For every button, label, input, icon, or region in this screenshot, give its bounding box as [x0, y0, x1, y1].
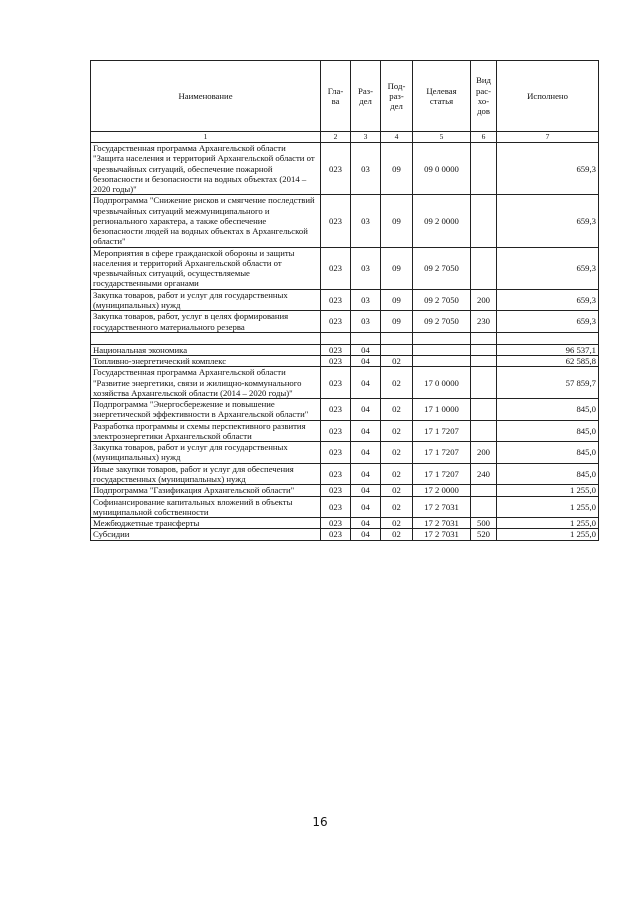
row-statya: 17 2 7031	[413, 518, 471, 529]
row-podrazdel: 02	[381, 463, 413, 485]
row-glava: 023	[321, 529, 351, 540]
row-statya: 17 2 0000	[413, 485, 471, 496]
row-statya: 09 2 7050	[413, 289, 471, 311]
table-row	[91, 332, 599, 344]
row-statya: 17 1 7207	[413, 463, 471, 485]
row-statya	[413, 356, 471, 367]
row-glava: 023	[321, 518, 351, 529]
table-row	[91, 518, 599, 529]
row-podrazdel: 02	[381, 518, 413, 529]
row-glava: 023	[321, 195, 351, 247]
row-podrazdel: 02	[381, 496, 413, 518]
row-ispolneno: 1 255,0	[497, 485, 599, 496]
row-ispolneno: 659,3	[497, 195, 599, 247]
row-glava	[321, 332, 351, 344]
row-name: Подпрограмма "Энергосбережение и повышение энергетической эффективности в Архангельской области"	[91, 399, 321, 421]
table-row	[91, 195, 599, 247]
row-name: Закупка товаров, работ и услуг для государственных (муниципальных) нужд	[91, 289, 321, 311]
row-ispolneno: 659,3	[497, 289, 599, 311]
row-name: Софинансирование капитальных вложений в объекты муниципальной собственности	[91, 496, 321, 518]
row-glava: 023	[321, 442, 351, 464]
row-ispolneno: 845,0	[497, 442, 599, 464]
column-number: 4	[381, 132, 413, 143]
column-number: 3	[351, 132, 381, 143]
row-razdel: 03	[351, 195, 381, 247]
row-statya	[413, 344, 471, 355]
table-row	[91, 311, 599, 333]
row-ispolneno: 659,3	[497, 311, 599, 333]
row-ispolneno: 1 255,0	[497, 496, 599, 518]
row-ispolneno: 57 859,7	[497, 367, 599, 399]
row-vid: 240	[471, 463, 497, 485]
row-glava: 023	[321, 496, 351, 518]
row-podrazdel: 02	[381, 367, 413, 399]
row-podrazdel: 02	[381, 399, 413, 421]
row-statya: 17 2 7031	[413, 496, 471, 518]
row-podrazdel: 09	[381, 247, 413, 289]
header-statya: Целевая статья	[413, 61, 471, 132]
row-razdel: 04	[351, 420, 381, 442]
row-razdel: 04	[351, 399, 381, 421]
row-name: Субсидии	[91, 529, 321, 540]
table-row	[91, 367, 599, 399]
row-razdel: 04	[351, 367, 381, 399]
column-number: 1	[91, 132, 321, 143]
row-glava: 023	[321, 399, 351, 421]
row-razdel: 03	[351, 311, 381, 333]
row-ispolneno: 1 255,0	[497, 529, 599, 540]
row-statya: 17 1 0000	[413, 399, 471, 421]
row-vid	[471, 332, 497, 344]
row-name: Иные закупки товаров, работ и услуг для обеспечения государственных (муниципальных) нужд	[91, 463, 321, 485]
header-row	[91, 61, 599, 132]
header-podrazdel: Под- раз- дел	[381, 61, 413, 132]
row-name: Закупка товаров, работ и услуг для государственных (муниципальных) нужд	[91, 442, 321, 464]
table-row	[91, 496, 599, 518]
row-podrazdel: 02	[381, 356, 413, 367]
row-ispolneno: 845,0	[497, 463, 599, 485]
row-glava: 023	[321, 463, 351, 485]
row-ispolneno: 96 537,1	[497, 344, 599, 355]
row-name: Мероприятия в сфере гражданской обороны и защиты населения и территорий Архангельской области от чрезвычайных ситуаций, осуществляемые государственными органами	[91, 247, 321, 289]
row-podrazdel: 02	[381, 529, 413, 540]
row-vid	[471, 367, 497, 399]
row-name: Государственная программа Архангельской области "Развитие энергетики, связи и жилищно-коммунального хозяйства Архангельской области (2014 – 2020 годы)"	[91, 367, 321, 399]
page-number: 16	[312, 815, 328, 829]
table-row	[91, 143, 599, 195]
table-row	[91, 420, 599, 442]
row-name: Разработка программы и схемы перспективного развития электроэнергетики Архангельской области	[91, 420, 321, 442]
row-vid: 200	[471, 442, 497, 464]
column-number: 6	[471, 132, 497, 143]
row-vid	[471, 143, 497, 195]
row-glava: 023	[321, 356, 351, 367]
row-razdel: 04	[351, 442, 381, 464]
table-row	[91, 485, 599, 496]
row-statya: 17 1 7207	[413, 442, 471, 464]
row-razdel: 04	[351, 344, 381, 355]
row-ispolneno: 845,0	[497, 420, 599, 442]
row-vid	[471, 356, 497, 367]
row-statya: 17 1 7207	[413, 420, 471, 442]
header-ispolneno: Исполнено	[497, 61, 599, 132]
row-name: Закупка товаров, работ, услуг в целях формирования государственного материального резерва	[91, 311, 321, 333]
row-vid: 200	[471, 289, 497, 311]
row-vid	[471, 195, 497, 247]
row-ispolneno: 1 255,0	[497, 518, 599, 529]
row-razdel: 04	[351, 518, 381, 529]
row-vid	[471, 496, 497, 518]
row-statya: 09 2 0000	[413, 195, 471, 247]
row-statya: 17 0 0000	[413, 367, 471, 399]
row-razdel: 03	[351, 247, 381, 289]
row-podrazdel: 02	[381, 485, 413, 496]
header-razdel: Раз- дел	[351, 61, 381, 132]
row-vid	[471, 344, 497, 355]
row-razdel: 04	[351, 529, 381, 540]
row-glava: 023	[321, 367, 351, 399]
row-name: Национальная экономика	[91, 344, 321, 355]
column-number: 5	[413, 132, 471, 143]
row-podrazdel	[381, 332, 413, 344]
table-row	[91, 356, 599, 367]
row-razdel: 03	[351, 289, 381, 311]
budget-table	[90, 60, 599, 541]
row-glava: 023	[321, 344, 351, 355]
row-name: Межбюджетные трансферты	[91, 518, 321, 529]
header-name: Наименование	[91, 61, 321, 132]
row-vid	[471, 247, 497, 289]
row-razdel	[351, 332, 381, 344]
row-podrazdel	[381, 344, 413, 355]
row-vid	[471, 420, 497, 442]
row-ispolneno: 659,3	[497, 247, 599, 289]
table-row	[91, 442, 599, 464]
table-row	[91, 399, 599, 421]
row-ispolneno: 845,0	[497, 399, 599, 421]
row-vid: 230	[471, 311, 497, 333]
row-podrazdel: 09	[381, 143, 413, 195]
table-body	[91, 143, 599, 541]
table-row	[91, 247, 599, 289]
column-number: 7	[497, 132, 599, 143]
header-glava: Гла- ва	[321, 61, 351, 132]
row-statya: 09 2 7050	[413, 311, 471, 333]
column-number-row	[91, 132, 599, 143]
column-number: 2	[321, 132, 351, 143]
row-statya: 09 2 7050	[413, 247, 471, 289]
row-vid: 520	[471, 529, 497, 540]
row-razdel: 04	[351, 463, 381, 485]
row-razdel: 03	[351, 143, 381, 195]
row-statya: 17 2 7031	[413, 529, 471, 540]
header-vid: Вид рас- хо- дов	[471, 61, 497, 132]
row-podrazdel: 02	[381, 442, 413, 464]
row-glava: 023	[321, 247, 351, 289]
table-row	[91, 529, 599, 540]
row-glava: 023	[321, 485, 351, 496]
row-vid	[471, 485, 497, 496]
row-statya: 09 0 0000	[413, 143, 471, 195]
row-statya	[413, 332, 471, 344]
row-name: Подпрограмма "Газификация Архангельской области"	[91, 485, 321, 496]
row-name: Топливно-энергетический комплекс	[91, 356, 321, 367]
row-podrazdel: 09	[381, 195, 413, 247]
row-name: Государственная программа Архангельской области "Защита населения и территорий Архангельской области от чрезвычайных ситуаций, обеспечение пожарной безопасности и безопасности на водных объектах (2014 – 2020 годы)"	[91, 143, 321, 195]
table-row	[91, 289, 599, 311]
row-glava: 023	[321, 289, 351, 311]
row-vid: 500	[471, 518, 497, 529]
row-vid	[471, 399, 497, 421]
row-ispolneno	[497, 332, 599, 344]
row-glava: 023	[321, 311, 351, 333]
row-podrazdel: 09	[381, 289, 413, 311]
row-podrazdel: 02	[381, 420, 413, 442]
table-row	[91, 463, 599, 485]
row-glava: 023	[321, 143, 351, 195]
row-razdel: 04	[351, 356, 381, 367]
row-glava: 023	[321, 420, 351, 442]
row-razdel: 04	[351, 496, 381, 518]
row-podrazdel: 09	[381, 311, 413, 333]
row-name	[91, 332, 321, 344]
row-ispolneno: 62 585,8	[497, 356, 599, 367]
row-ispolneno: 659,3	[497, 143, 599, 195]
row-razdel: 04	[351, 485, 381, 496]
table-row	[91, 344, 599, 355]
row-name: Подпрограмма "Снижение рисков и смягчение последствий чрезвычайных ситуаций межмуниципального и регионального характера, а также обеспечение безопасности людей на водных объектах в Архангельской области"	[91, 195, 321, 247]
